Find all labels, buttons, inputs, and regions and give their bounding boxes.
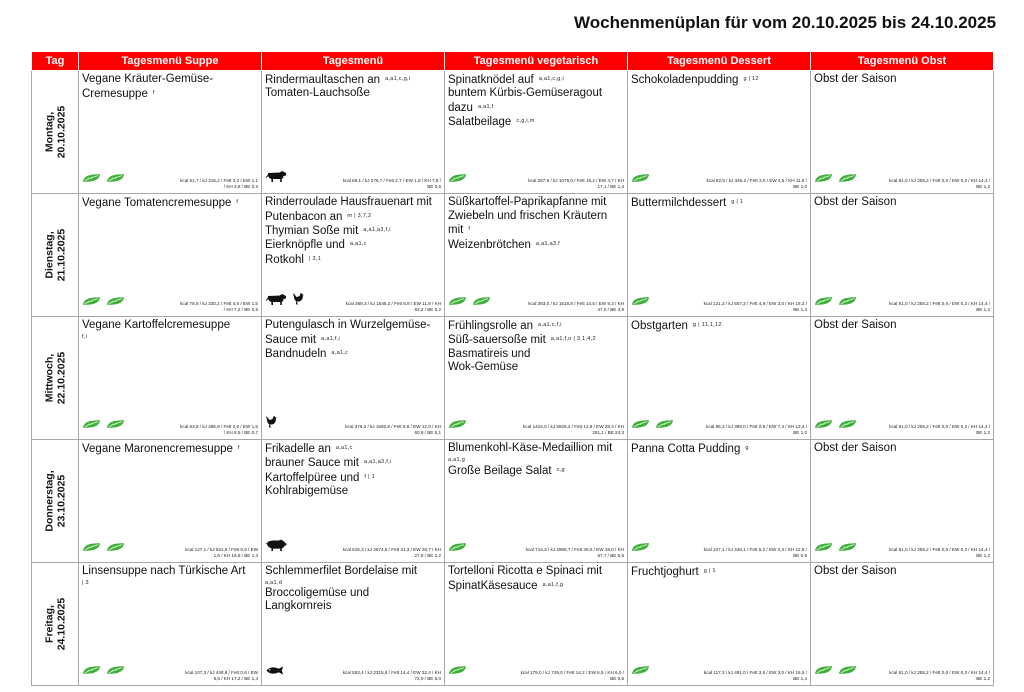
diet-icons [82,174,125,188]
nutrition-line: kcal 51,7 / kJ 216,2 / Fett 3,3 / EW 1,1 [180,178,258,183]
day-date: 24.10.2025 [55,597,68,650]
dish-line: Weizenbrötchen [448,238,531,251]
dish-line: Frühlingsrolle an [448,319,534,332]
nutrition-line: kcal 61,0 / kJ 255,2 / Fett 0,0 / EW 0,3 / KH 14,4 / [889,670,990,675]
diet-icons [631,297,650,311]
nutrition-info [185,670,258,682]
menu-cell-main [262,563,445,686]
allergen-codes: f | 1 [364,473,375,480]
allergen-codes: g | 1 [703,568,716,574]
dish-line: Eierknöpfle und [265,239,345,252]
vegan-leaf-icon [838,416,857,434]
allergen-codes: a,a1,c [335,445,353,451]
dish-line: Rindermaultaschen an [265,73,381,86]
diet-icons [814,543,857,557]
header-soup: Tagesmenü Suppe [79,52,262,71]
dish-text [448,442,624,478]
allergen-codes: f [237,445,240,451]
nutrition-line: kcal 61,0 / kJ 255,2 / Fett 0,0 / EW 0,3 / KH 14,4 / [889,301,990,306]
dish-line: Schokoladenpudding [631,73,739,86]
dish-line: buntem Kürbis-Gemüseragout [448,87,603,100]
allergen-codes: a,a1,c,g,i [538,76,565,82]
allergen-codes: a,a1,g [448,456,466,463]
day-row [32,317,994,440]
day-cell [32,440,79,563]
dish-line: Schlemmerfilet Bordelaise mit [265,565,418,577]
menu-cell-dessert [628,194,811,317]
menu-cell-fruit [811,317,994,440]
vegan-leaf-icon [631,539,650,557]
pig-icon [265,538,287,557]
nutrition-info [523,424,624,436]
allergen-codes: a,a1,c,g,i [385,76,411,82]
diet-icons [631,420,674,434]
menu-cell-fruit [811,71,994,194]
vegan-leaf-icon [448,416,467,434]
allergen-codes: | 3 [82,579,89,586]
vegan-leaf-icon [814,170,833,188]
rooster-icon [292,292,305,311]
nutrition-line: kcal 553,4 / kJ 2315,6 / Fett 14,4 / EW 32,4 / KH [342,670,441,675]
menu-cell-soup [79,563,262,686]
vegan-leaf-icon [838,293,857,311]
nutrition-info [180,424,258,436]
dish-line: Frikadelle an [265,442,331,455]
allergen-codes: f [236,199,239,205]
nutrition-info [889,547,990,559]
day-date: 20.10.2025 [55,105,68,158]
day-cell [32,71,79,194]
dish-line: Obst der Saison [814,73,897,85]
diet-icons [448,174,467,188]
menu-cell-dessert [628,71,811,194]
nutrition-line: kcal 257,9 / kJ 1079,0 / Fett 19,2 / EW 4,7 / KH [528,178,624,183]
vegan-leaf-icon [814,416,833,434]
dish-text [448,565,624,593]
nutrition-line: BE 1,2 [976,184,990,189]
vegan-leaf-icon [106,416,125,434]
allergen-codes: c,g,i,m [516,118,535,125]
dish-line: Vegane Kräuter-Gemüse- [82,73,214,85]
allergen-codes: a,a1,f,g [542,581,564,588]
rooster-icon [265,415,278,434]
nutrition-info [345,424,441,436]
day-name: Dienstag, [43,230,56,279]
dish-text [814,565,990,579]
day-date: 23.10.2025 [55,474,68,527]
diet-icons [265,666,286,680]
nutrition-line: kcal 1416,0 / kJ 5925,2 / Fett 12,9 / EW 29,4 / KH [523,424,624,429]
cow-icon [265,292,287,311]
dish-line: Vegane Tomatencremesuppe [82,196,232,209]
dish-line: Sauce mit [265,333,317,346]
menu-cell-vegetarian [445,440,628,563]
header-main: Tagesmenü [262,52,445,71]
dish-line: Obst der Saison [814,319,897,331]
dish-line: Wok-Gemüse [448,361,519,374]
nutrition-line: kcal 615,3 / kJ 2574,5 / Fett 41,3 / EW 28,7 / KH [342,547,441,552]
menu-cell-soup [79,317,262,440]
day-row [32,194,994,317]
diet-icons [265,174,287,188]
nutrition-info [526,547,624,559]
nutrition-line: BE 1,2 [976,307,990,312]
nutrition-line: 62,2 / BE 5,2 [414,307,441,312]
vegan-leaf-icon [106,293,125,311]
dish-text [631,319,807,333]
nutrition-line: kcal 78,9 / kJ 330,2 / Fett 4,6 / EW 1,5 [180,301,258,306]
nutrition-info [889,424,990,436]
diet-icons [265,420,278,434]
dish-text [82,442,258,456]
nutrition-info [704,670,807,682]
diet-icons [82,420,125,434]
nutrition-line: kcal 95,3 / kJ 398,0 / Fett 0,5 / EW 7,4 / KH 12,4 / [706,424,807,429]
nutrition-line: 60,9 / BE 5,1 [414,430,441,435]
dish-text [82,319,258,341]
dish-text [448,196,624,252]
nutrition-line: BE 1,2 [976,553,990,558]
nutrition-line: kcal 117,3 / kJ 491,0 / Fett 3,6 / EW 3,0 / KH 16,5 / [703,670,807,675]
menu-cell-soup [79,440,262,563]
nutrition-line: kcal 82,5 / kJ 345,2 / Fett 2,0 / EW 4,5 / KH 11,5 / [706,178,807,183]
day-row [32,71,994,194]
nutrition-line: / KH 3,8 / BE 0,3 [223,184,258,189]
diet-icons [448,543,467,557]
nutrition-line: BE 1,4 [793,676,807,681]
menu-cell-vegetarian [445,71,628,194]
allergen-codes: a,a1,f,o | 3,1,4,2 [550,336,596,343]
allergen-codes: a,a1,a3,f,i [363,227,391,234]
day-cell [32,194,79,317]
nutrition-line: kcal 61,0 / kJ 255,2 / Fett 0,0 / EW 0,3 / KH 14,4 / [889,424,990,429]
menu-cell-dessert [628,317,811,440]
nutrition-info [521,670,624,682]
day-name: Donnerstag, [43,469,56,532]
dish-line: Fruchtjoghurt [631,565,699,578]
nutrition-line: BE 1,4 [793,307,807,312]
allergen-codes: f,i [82,333,88,340]
dish-line: Süßkartoffel-Paprikapfanne mit [448,196,607,208]
menu-cell-vegetarian [445,194,628,317]
vegan-leaf-icon [82,170,101,188]
nutrition-line: kcal 66,1 / kJ 276,7 / Fett 2,7 / EW 1,8 / KH 7,8 / [342,178,441,183]
nutrition-line: BE 0,9 [793,553,807,558]
dish-text [814,319,990,333]
nutrition-line: BE 0,5 [610,676,624,681]
allergen-codes: | 3,1 [309,255,322,262]
dish-text [448,319,624,375]
allergen-codes: g | 12 [743,76,759,82]
diet-icons [82,297,125,311]
dish-line: Langkornreis [265,600,332,613]
cow-icon [265,169,287,188]
diet-icons [814,297,857,311]
nutrition-info [346,301,441,313]
vegan-leaf-icon [448,293,467,311]
nutrition-line: kcal 107,3 / kJ 448,9 / Fett 0,6 / EW [185,670,258,675]
menu-cell-fruit [811,440,994,563]
nutrition-info [343,670,441,682]
menu-cell-dessert [628,563,811,686]
nutrition-info [889,178,990,190]
diet-icons [631,174,650,188]
nutrition-info [706,424,807,436]
allergen-codes: a,a1,c [331,350,349,357]
vegan-leaf-icon [448,170,467,188]
nutrition-line: 47,0 / BE 3,9 [597,307,624,312]
vegan-leaf-icon [472,293,491,311]
vegan-leaf-icon [82,539,101,557]
vegan-leaf-icon [838,539,857,557]
nutrition-line: BE 1,2 [976,676,990,681]
vegan-leaf-icon [655,416,674,434]
dish-text [631,196,807,210]
diet-icons [82,543,125,557]
dish-line: Linsensuppe nach Türkische Art [82,565,246,577]
nutrition-info [343,178,441,190]
nutrition-info [180,178,258,190]
diet-icons [631,543,650,557]
dish-line: Rotkohl [265,253,304,266]
dish-line: SpinatKäsesauce [448,579,538,592]
nutrition-line: 72,0 / BE 6,0 [414,676,441,681]
nutrition-line: kcal 369,3 / kJ 1545,2 / Fett 6,8 / EW 11,8 / KH [345,301,441,306]
vegan-leaf-icon [106,662,125,680]
allergen-codes: g [745,445,749,451]
nutrition-line: kcal 61,0 / kJ 255,2 / Fett 0,0 / EW 0,3 / KH 14,4 / [889,547,990,552]
nutrition-line: 291,1 / BE 24,3 [592,430,624,435]
diet-icons [814,174,857,188]
dish-line: mit [448,224,464,237]
nutrition-line: kcal 714,3 / kJ 2988,7 / Fett 36,0 / EW 19,0 / KH [525,547,624,552]
dish-text [631,442,807,456]
dish-text [82,565,258,587]
menu-cell-main [262,71,445,194]
header-day: Tag [32,52,79,71]
dish-line: Kohlrabigemüse [265,485,349,498]
nutrition-info [528,301,624,313]
dish-line: Vegane Maronencremesuppe [82,442,233,455]
day-date: 22.10.2025 [55,351,68,404]
menu-cell-main [262,440,445,563]
diet-icons [814,666,857,680]
dish-line: Tomaten-Lauchsoße [265,87,370,100]
nutrition-line: kcal 107,1 / kJ 448,1 / Fett 5,2 / EW 2,3 / KH 12,8 / [703,547,807,552]
dish-line: brauner Sauce mit [265,457,359,470]
dish-line: Spinatknödel auf [448,73,534,86]
dish-line: Obst der Saison [814,442,897,454]
nutrition-info [528,178,624,190]
dish-line: Vegane Kartoffelcremesuppe [82,319,231,331]
menu-cell-vegetarian [445,317,628,440]
diet-icons [82,666,125,680]
dish-line: Zwiebeln und frischen Kräutern [448,209,608,222]
dish-line: Blumenkohl-Käse-Medaillion mit [448,442,613,454]
day-name: Mittwoch, [43,353,56,402]
allergen-codes: a,a1,c [349,241,367,248]
diet-icons [631,666,650,680]
nutrition-line: kcal 63,8 / kJ 266,9 / Fett 2,5 / EW 1,5 [180,424,258,429]
vegan-leaf-icon [106,539,125,557]
dish-line: Kartoffelpüree und [265,471,360,484]
nutrition-line: BE 0,6 [427,184,441,189]
allergen-codes: a,a1,a3,f [535,240,561,247]
diet-icons [814,420,857,434]
nutrition-info [180,301,258,313]
weekly-menu-table [31,51,994,686]
menu-cell-dessert [628,440,811,563]
diet-icons [448,420,467,434]
dish-line: Rinderroulade Hausfrauenart mit [265,196,432,208]
nutrition-info [343,547,441,559]
nutrition-line: kcal 121,3 / kJ 507,3 / Fett 4,9 / EW 3,0 / KH 16,3 / [703,301,807,306]
vegan-leaf-icon [448,662,467,680]
diet-icons [448,297,491,311]
dish-text [82,73,258,101]
dish-line: Obstgarten [631,319,688,332]
day-name: Montag, [43,111,56,152]
dish-text [631,73,807,87]
dish-line: Putenbacon an [265,210,343,223]
dish-line: Broccoligemüse und [265,586,370,599]
diet-icons [265,543,287,557]
allergen-codes: f [152,89,155,96]
vegan-leaf-icon [631,416,650,434]
header-dessert: Tagesmenü Dessert [628,52,811,71]
nutrition-info [889,670,990,682]
nutrition-info [185,547,258,559]
dish-line: Cremesuppe [82,87,148,100]
menu-cell-soup [79,71,262,194]
menu-cell-soup [79,194,262,317]
nutrition-line: / KH 8,5 / BE 0,7 [223,430,258,435]
nutrition-line: 1,6 / KH 16,8 / BE 1,4 [213,553,258,558]
dish-line: Obst der Saison [814,196,897,208]
nutrition-info [704,547,807,559]
dish-text [265,565,441,614]
dish-text [814,73,990,87]
dish-line: Tortelloni Ricotta e Spinaci mit [448,565,603,577]
nutrition-line: kcal 363,0 / kJ 1518,8 / Fett 14,5 / EW 9,3 / KH [528,301,624,306]
dish-text [631,565,807,579]
vegan-leaf-icon [814,539,833,557]
vegan-leaf-icon [106,170,125,188]
nutrition-line: kcal 61,0 / kJ 255,2 / Fett 0,0 / EW 0,3 / KH 14,4 / [889,178,990,183]
vegan-leaf-icon [631,662,650,680]
nutrition-line: 67,7 / BE 5,6 [597,553,624,558]
diet-icons [265,297,305,311]
day-date: 21.10.2025 [55,228,68,281]
nutrition-line: 5,5 / KH 17,2 / BE 1,4 [213,676,258,681]
dish-line: Große Beilage Salat [448,464,552,477]
dish-line: Putengulasch in Wurzelgemüse- [265,319,431,331]
allergen-codes: a,a1,f [477,104,494,111]
nutrition-info [889,301,990,313]
allergen-codes: a,a1,c,f,i [538,322,562,328]
allergen-codes: a,a1,a3,f,i [363,459,392,466]
day-row [32,440,994,563]
nutrition-line: BE 1,0 [793,184,807,189]
dish-line: dazu [448,101,473,114]
allergen-codes: m | 3,7,2 [347,212,372,219]
dish-line: Süß-sauersoße mit [448,334,546,347]
fish-icon [265,662,286,680]
allergen-codes: f [468,226,471,233]
day-cell [32,563,79,686]
dish-text [265,442,441,499]
vegan-leaf-icon [82,662,101,680]
allergen-codes: c,g [556,466,565,473]
dish-text [82,196,258,210]
nutrition-line: BE 1,2 [976,430,990,435]
vegan-leaf-icon [838,170,857,188]
nutrition-line: kcal 179,0 / kJ 749,0 / Fett 14,2 / EW 6,5 / KH 6,0 / [520,670,624,675]
day-row [32,563,994,686]
menu-cell-main [262,317,445,440]
allergen-codes: g | 1 [731,199,744,205]
nutrition-line: kcal 376,3 / kJ 1592,8 / Fett 6,6 / EW 12,0 / KH [345,424,441,429]
vegan-leaf-icon [838,662,857,680]
menu-cell-fruit [811,194,994,317]
dish-line: Obst der Saison [814,565,897,577]
dish-text [265,319,441,361]
dish-text [448,73,624,130]
nutrition-line: 17,1 / BE 1,4 [597,184,624,189]
vegan-leaf-icon [814,662,833,680]
dish-text [814,442,990,456]
menu-cell-fruit [811,563,994,686]
dish-line: Basmatireis und [448,347,531,360]
vegan-leaf-icon [631,293,650,311]
vegan-leaf-icon [814,293,833,311]
header-vegetarian: Tagesmenü vegetarisch [445,52,628,71]
header-row [32,52,994,71]
vegan-leaf-icon [82,416,101,434]
vegan-leaf-icon [82,293,101,311]
diet-icons [448,666,467,680]
allergen-codes: a,a1,f,i [321,335,341,342]
vegan-leaf-icon [631,170,650,188]
nutrition-line: 27,6 / BE 2,2 [414,553,441,558]
menu-cell-main [262,194,445,317]
allergen-codes: a,a1,d [265,579,283,586]
dish-line: Bandnudeln [265,347,327,360]
nutrition-info [706,178,807,190]
dish-text [814,196,990,210]
header-fruit: Tagesmenü Obst [811,52,994,71]
day-name: Freitag, [43,604,56,643]
menu-cell-vegetarian [445,563,628,686]
nutrition-line: / KH 7,2 / BE 0,6 [223,307,258,312]
nutrition-line: kcal 127,1 / kJ 531,9 / Fett 5,8 / EW [185,547,258,552]
page-title: Wochenmenüplan für vom 20.10.2025 bis 24.10.2025 [574,13,997,32]
nutrition-line: BE 1,0 [793,430,807,435]
day-cell [32,317,79,440]
vegan-leaf-icon [448,539,467,557]
dish-line: Buttermilchdessert [631,196,727,209]
allergen-codes: g | 11,1,12 [692,322,722,328]
dish-line: Salatbeilage [448,116,512,129]
dish-text [265,73,441,101]
dish-text [265,196,441,267]
dish-line: Panna Cotta Pudding [631,442,741,455]
dish-line: Thymian Soße mit [265,224,359,237]
nutrition-info [704,301,807,313]
